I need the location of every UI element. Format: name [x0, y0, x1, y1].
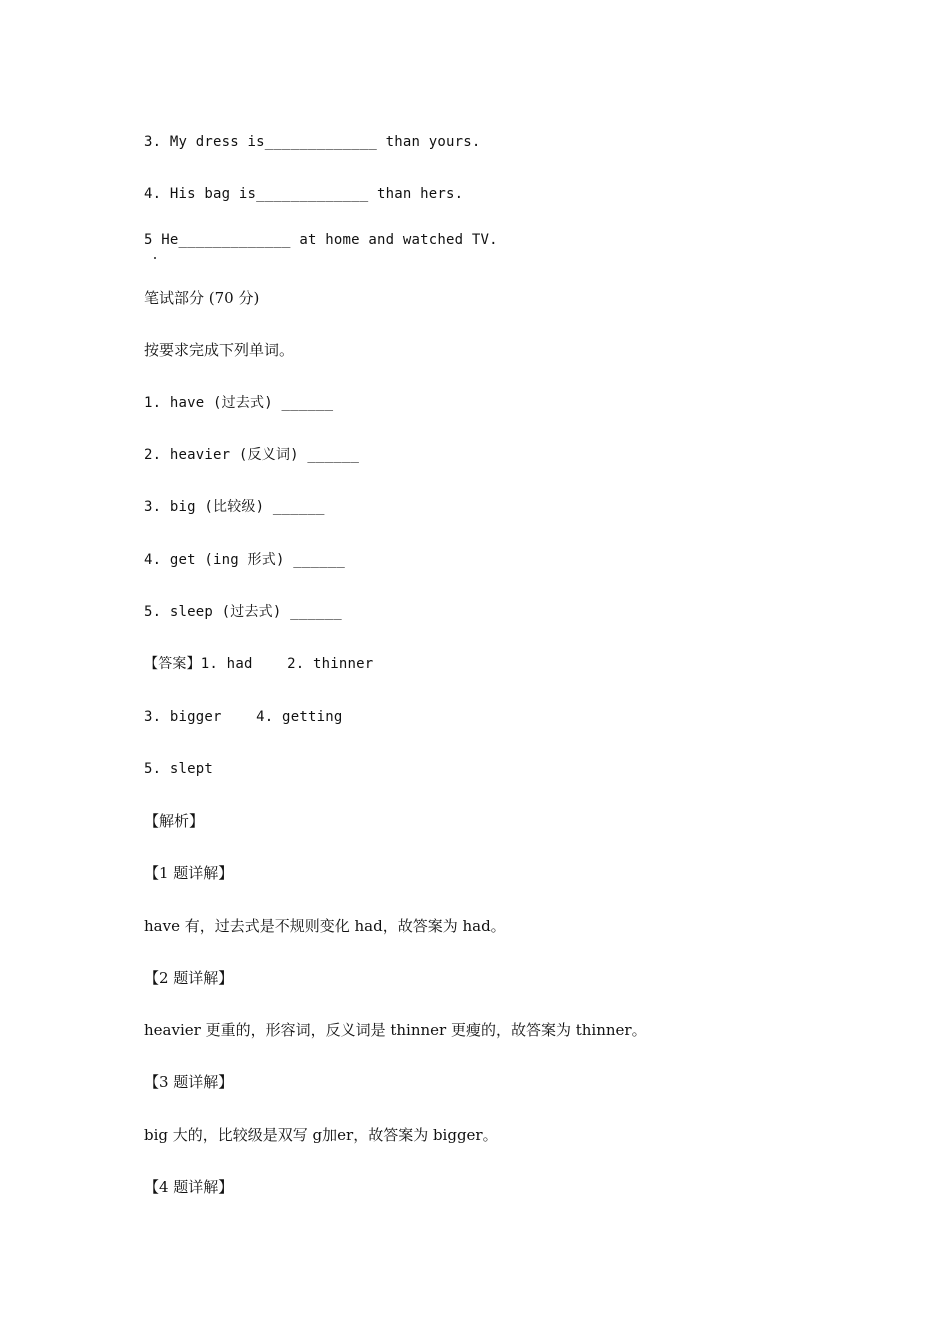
answer-line-3: 5. slept [144, 761, 214, 777]
q3-detail-heading: 【3 题详解】 [144, 1073, 234, 1091]
answer-line-1: 【答案】1. had 2. thinner [144, 656, 374, 672]
decorative-dot [154, 257, 156, 259]
word-item-3: 3. big (比较级) ______ [144, 499, 325, 515]
analysis-heading: 【解析】 [144, 812, 205, 830]
answer-line-2: 3. bigger 4. getting [144, 709, 343, 725]
q2-detail-text: heavier 更重的，形容词，反义词是 thinner 更瘦的，故答案为 thinner。 [144, 1021, 647, 1039]
q2-detail-heading: 【2 题详解】 [144, 969, 234, 987]
q1-detail-heading: 【1 题详解】 [144, 864, 234, 882]
word-item-2: 2. heavier (反义词) ______ [144, 447, 360, 463]
q4-detail-heading: 【4 题详解】 [144, 1178, 234, 1196]
question-3-fill-blank: 3. My dress is_____________ than yours. [144, 134, 481, 150]
q3-detail-text: big 大的，比较级是双写 g加er，故答案为 bigger。 [144, 1126, 498, 1144]
question-4-fill-blank: 4. His bag is_____________ than hers. [144, 186, 464, 202]
question-5-fill-blank: 5 He_____________ at home and watched TV. [144, 232, 498, 248]
instruction-complete-words: 按要求完成下列单词。 [144, 341, 295, 359]
word-item-1: 1. have (过去式) ______ [144, 395, 334, 411]
q1-detail-text: have 有，过去式是不规则变化 had，故答案为 had。 [144, 917, 506, 935]
word-item-4: 4. get (ing 形式) ______ [144, 552, 345, 568]
section-heading-written-part: 笔试部分 (70 分) [144, 289, 260, 307]
word-item-5: 5. sleep (过去式) ______ [144, 604, 342, 620]
